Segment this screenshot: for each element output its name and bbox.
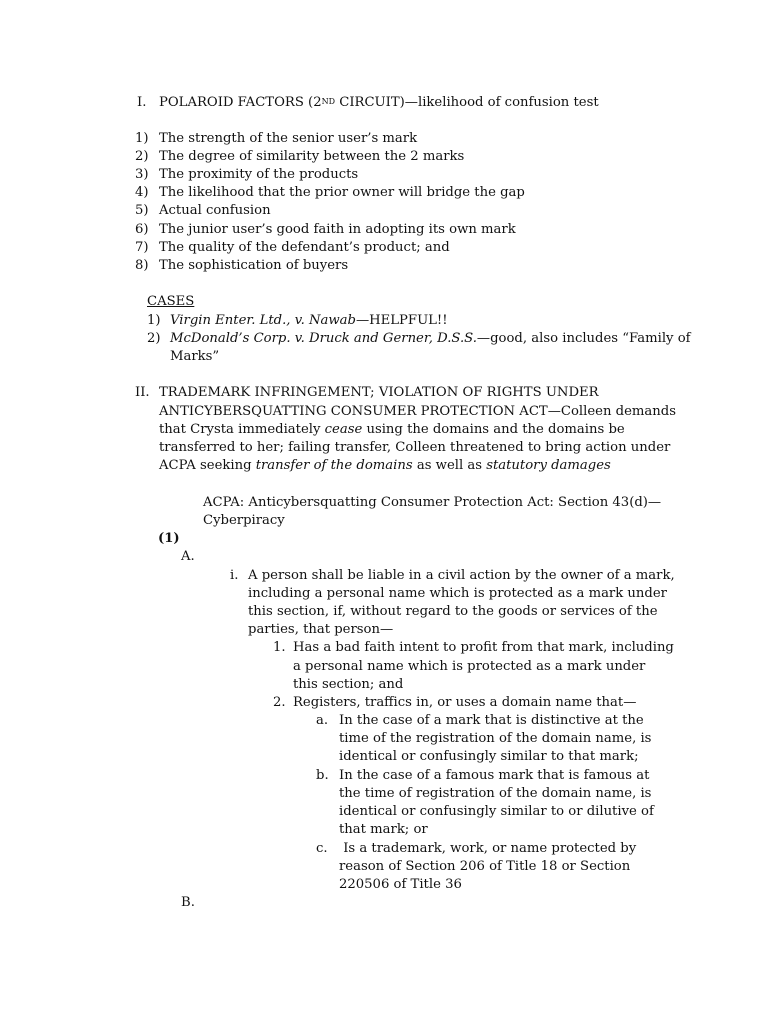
sub-item-1-line: Has a bad faith intent to profit from that mark, including	[293, 640, 674, 655]
sub-item-1-line: this section; and	[293, 677, 404, 692]
case-name: McDonald’s Corp. v. Druck and Gerner, D.S.S.	[170, 331, 477, 346]
factor-text: The quality of the defendant’s product; and	[159, 240, 450, 255]
factor-number: 5)	[135, 203, 149, 218]
section-2-line	[159, 457, 611, 475]
subsection-b-label: B.	[181, 895, 195, 910]
item-i-line: A person shall be liable in a civil action by the owner of a mark,	[248, 568, 675, 583]
factor-number: 3)	[135, 167, 149, 182]
sub-item-c-line: reason of Section 206 of Title 18 or Section	[339, 859, 631, 874]
sub-item-a-letter: a.	[316, 713, 329, 728]
subsection-a-label: A.	[181, 549, 195, 564]
factor-text: The sophistication of buyers	[159, 258, 349, 273]
sub-item-a-line: identical or confusingly similar to that mark;	[339, 749, 639, 764]
factor-text: The junior user’s good faith in adopting its own mark	[159, 222, 516, 237]
section-2-line: transferred to her; failing transfer, Colleen threatened to bring action under	[159, 440, 671, 455]
case-note: —HELPFUL!!	[355, 313, 448, 328]
section-2-emphasis: transfer of the domains	[255, 458, 413, 473]
sub-item-b-line: the time of registration of the domain name, is	[339, 786, 652, 801]
factor-text: The proximity of the products	[159, 167, 359, 182]
sub-item-c-line: 220506 of Title 36	[339, 877, 462, 892]
case-name: Virgin Enter. Ltd., v. Nawab	[170, 313, 356, 328]
section-1-title	[159, 94, 599, 112]
acpa-heading-continued: Cyberpiracy	[203, 513, 285, 528]
section-2-numeral: II.	[135, 385, 150, 400]
case-note-continued: Marks”	[170, 349, 220, 364]
item-i-line: this section, if, without regard to the goods or services of the	[248, 604, 658, 619]
sub-item-1-numeral: 1.	[273, 640, 286, 655]
sub-item-1-line: a personal name which is protected as a mark under	[293, 659, 646, 674]
sub-item-a-line: In the case of a mark that is distinctive at the	[339, 713, 644, 728]
section-2-text: ACPA seeking	[159, 458, 256, 473]
factor-number: 1)	[135, 131, 149, 146]
case-number: 2)	[147, 331, 161, 346]
section-2-line	[159, 421, 625, 439]
sub-item-2-line: Registers, traffics in, or uses a domain name that—	[293, 695, 637, 710]
section-1-title-post: CIRCUIT)—likelihood of confusion test	[335, 95, 599, 110]
factor-number: 2)	[135, 149, 149, 164]
sub-item-b-line: that mark; or	[339, 822, 428, 837]
section-2-text: using the domains and the domains be	[362, 422, 625, 437]
section-2-emphasis: statutory damages	[486, 458, 611, 473]
case-entry	[170, 312, 448, 330]
subsection-1-label: (1)	[158, 531, 180, 546]
sub-item-c-letter: c.	[316, 841, 328, 856]
case-entry	[170, 330, 691, 348]
item-i-line: parties, that person—	[248, 622, 394, 637]
factor-number: 8)	[135, 258, 149, 273]
sub-item-c-line: Is a trademark, work, or name protected by	[339, 841, 637, 856]
sub-item-2-numeral: 2.	[273, 695, 286, 710]
factor-text: The strength of the senior user’s mark	[159, 131, 418, 146]
sub-item-b-line: identical or confusingly similar to or dilutive of	[339, 804, 654, 819]
factor-text: The degree of similarity between the 2 marks	[159, 149, 465, 164]
section-1-numeral: I.	[137, 95, 147, 110]
factor-number: 6)	[135, 222, 149, 237]
section-1-title-sup: ND	[321, 97, 336, 106]
section-2-text: as well as	[412, 458, 487, 473]
item-i-line: including a personal name which is protected as a mark under	[248, 586, 667, 601]
acpa-heading: ACPA: Anticybersquatting Consumer Protection Act: Section 43(d)—	[203, 495, 662, 510]
factor-text: The likelihood that the prior owner will bridge the gap	[159, 185, 525, 200]
factor-number: 4)	[135, 185, 149, 200]
section-2-text: that Crysta immediately	[159, 422, 325, 437]
section-2-line: ANTICYBERSQUATTING CONSUMER PROTECTION ACT—Colleen demands	[159, 404, 676, 419]
sub-item-b-line: In the case of a famous mark that is famous at	[339, 768, 650, 783]
section-1-title-pre: POLAROID FACTORS (2	[159, 95, 322, 110]
factor-number: 7)	[135, 240, 149, 255]
case-note: —good, also includes “Family of	[476, 331, 691, 346]
cases-heading: CASES	[147, 294, 195, 309]
section-2-emphasis: cease	[324, 422, 363, 437]
sub-item-b-letter: b.	[316, 768, 329, 783]
section-2-line: TRADEMARK INFRINGEMENT; VIOLATION OF RIGHTS UNDER	[159, 385, 599, 400]
item-i-numeral: i.	[230, 568, 239, 583]
factor-text: Actual confusion	[159, 203, 271, 218]
case-number: 1)	[147, 313, 161, 328]
sub-item-a-line: time of the registration of the domain name, is	[339, 731, 652, 746]
